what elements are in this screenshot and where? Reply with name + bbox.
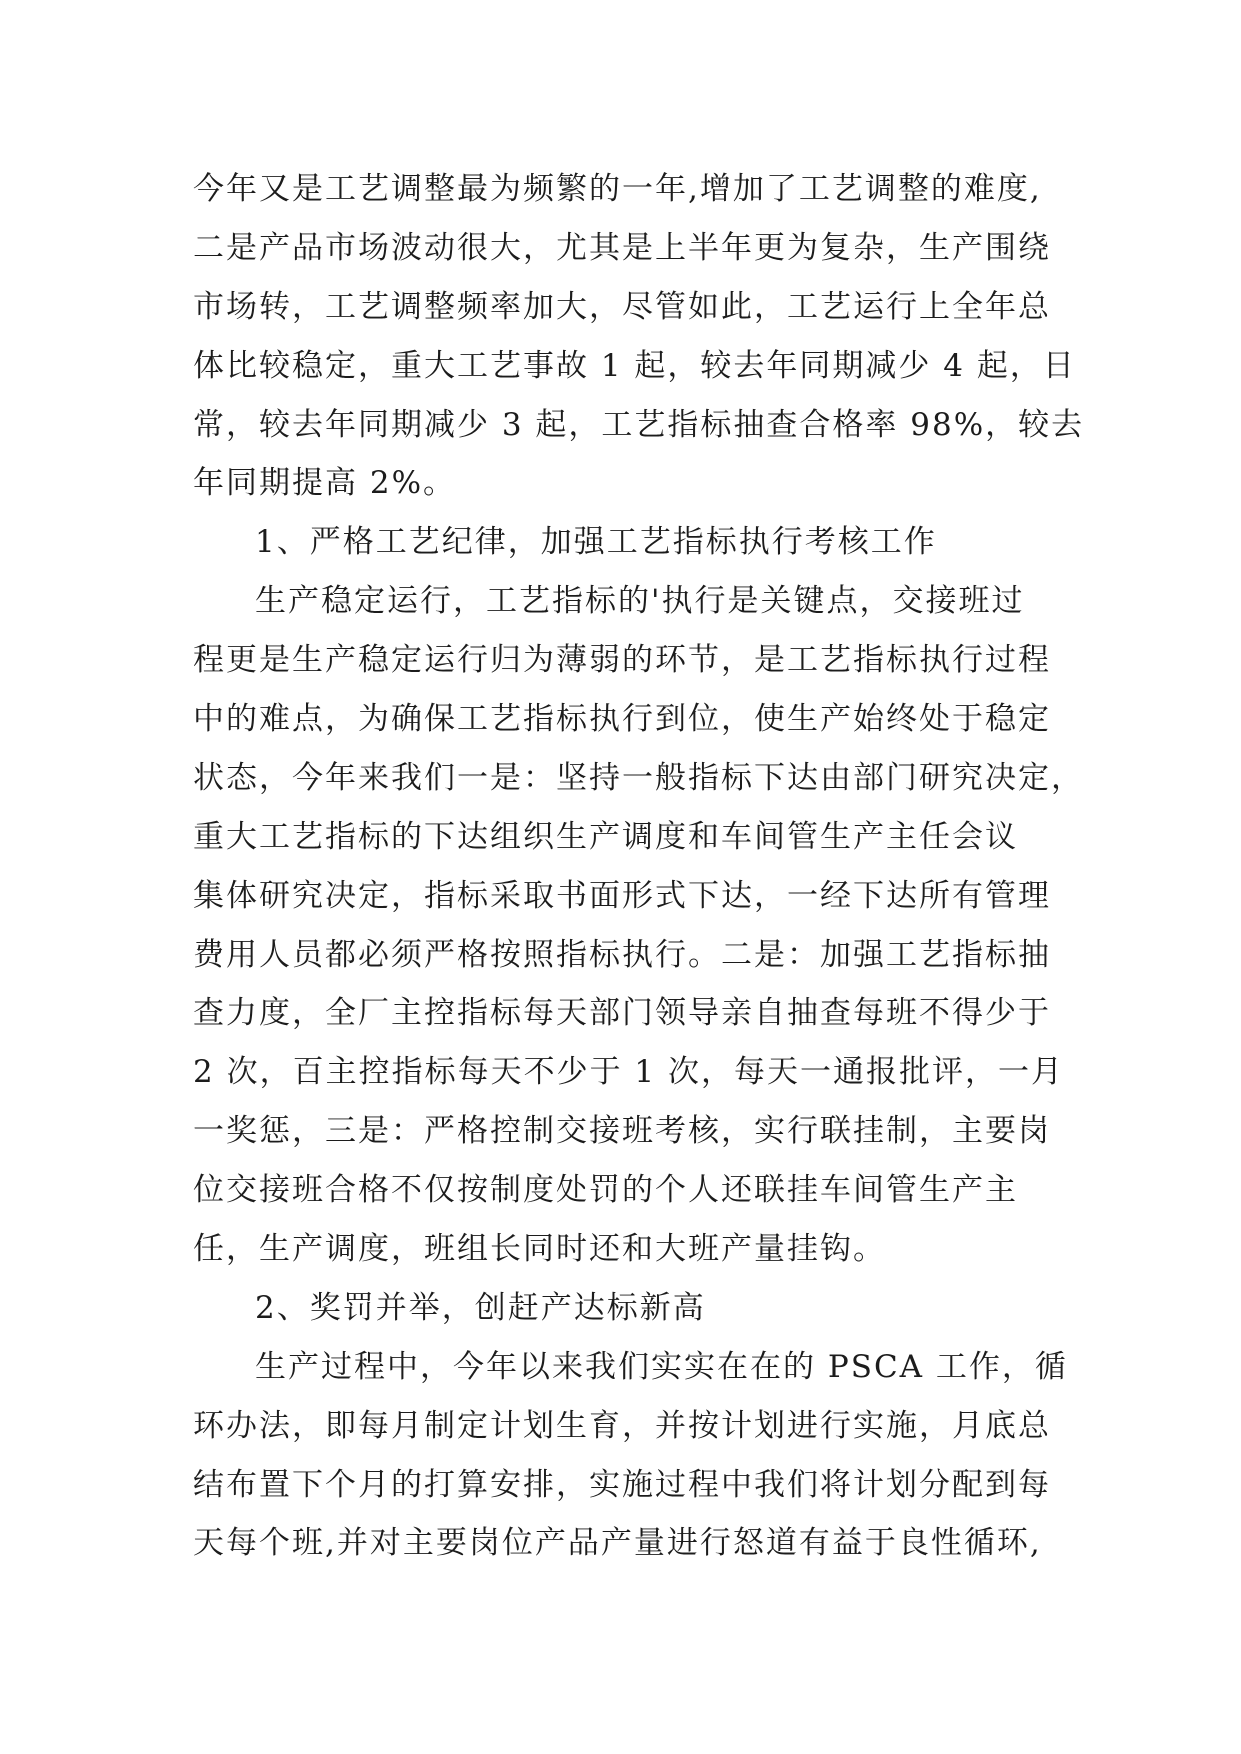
text-line: 生产过程中，今年以来我们实实在在的 PSCA 工作，循 (255, 1348, 1068, 1385)
text-line: 1、严格工艺纪律，加强工艺指标执行考核工作 (255, 524, 937, 561)
text-line: 环办法，即每月制定计划生育，并按计划进行实施，月底总 (193, 1407, 1051, 1444)
text-line: 查力度，全厂主控指标每天部门领导亲自抽查每班不得少于 (193, 995, 1051, 1032)
text-line: 任，生产调度，班组长同时还和大班产量挂钩。 (193, 1231, 886, 1268)
text-line: 结布置下个月的打算安排，实施过程中我们将计划分配到每 (193, 1466, 1051, 1503)
text-line: 天每个班,并对主要岗位产品产量进行怒道有益于良性循环, (193, 1525, 1042, 1562)
text-line: 费用人员都必须严格按照指标执行。二是：加强工艺指标抽 (193, 936, 1051, 973)
text-line: 2、奖罚并举，创赶产达标新高 (255, 1289, 706, 1326)
text-line: 一奖惩，三是：严格控制交接班考核，实行联挂制，主要岗 (193, 1113, 1051, 1150)
text-line: 常，较去年同期减少 3 起，工艺指标抽查合格率 98%，较去 (193, 406, 1085, 443)
text-line: 重大工艺指标的下达组织生产调度和车间管生产主任会议 (193, 818, 1018, 855)
text-line: 状态，今年来我们一是：坚持一般指标下达由部门研究决定， (193, 759, 1084, 796)
text-line: 集体研究决定，指标采取书面形式下达，一经下达所有管理 (193, 877, 1051, 914)
text-line: 今年又是工艺调整最为频繁的一年,增加了工艺调整的难度, (193, 171, 1042, 207)
body-text (193, 160, 1093, 1573)
text-line: 生产稳定运行，工艺指标的'执行是关键点，交接班过 (255, 583, 1025, 620)
text-line: 位交接班合格不仅按制度处罚的个人还联挂车间管生产主 (193, 1172, 1018, 1209)
text-line: 二是产品市场波动很大，尤其是上半年更为复杂，生产围绕 (193, 229, 1051, 266)
text-line: 体比较稳定，重大工艺事故 1 起，较去年同期减少 4 起，日 (193, 347, 1076, 384)
text-line: 2 次，百主控指标每天不少于 1 次，每天一通报批评，一月 (193, 1054, 1065, 1091)
text-line: 程更是生产稳定运行归为薄弱的环节，是工艺指标执行过程 (193, 642, 1051, 679)
text-line: 中的难点，为确保工艺指标执行到位，使生产始终处于稳定 (193, 701, 1051, 738)
text-line: 市场转，工艺调整频率加大，尽管如此，工艺运行上全年总 (193, 288, 1051, 325)
text-line: 年同期提高 2%。 (193, 465, 457, 502)
